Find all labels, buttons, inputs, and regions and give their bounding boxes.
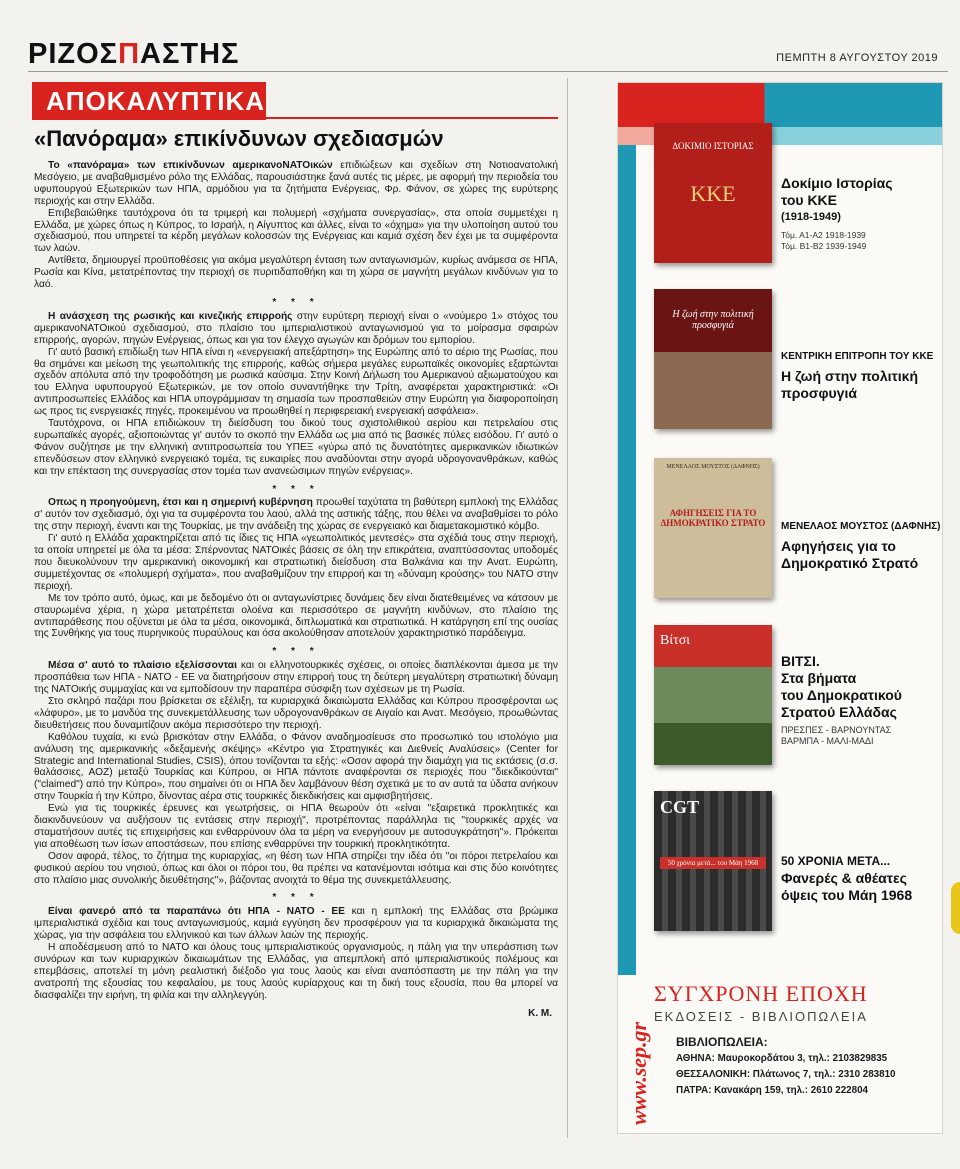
book-title: Φανερές & αθέατες — [781, 870, 907, 886]
paragraph: Με τον τρόπο αυτό, όμως, και με δεδομένο ότι οι ανταγωνίστριες δυνάμεις δεν είναι διατεθειμένες να κάτσουν με σταυρωμένα χέρια, η χώρα μετατρέπεται ολοένα και περισσότερο σε μαγνήτη κινδύνων, στο πλαίσιο της αντιπαράθεσης που οξύνεται με όλα τα μέσα, οικονομικά, διπλωματικά και στρατιωτικά. Η κατάργηση επί της ουσίας της Συνθήκης για τους πυρηνικούς πυραύλους και όσα ακολούθησαν αποτελούν χαρακτηριστικό παράδειγμα. — [34, 592, 558, 640]
book-info — [781, 351, 941, 402]
publisher-kind: ΕΚΔΟΣΕΙΣ - ΒΙΒΛΙΟΠΩΛΕΙΑ — [654, 1009, 868, 1024]
book-author: ΜΕΝΕΛΑΟΣ ΜΟΥΣΤΟΣ (ΔΑΦΝΗΣ) — [781, 521, 941, 532]
book-title: του ΚΚΕ — [781, 192, 838, 208]
paragraph: Η ανάσχεση της ρωσικής και κινεζικής επιρροής στην ευρύτερη περιοχή είναι ο «νούμερο 1» στόχος του αμερικανοΝΑΤΟικού σχεδιασμού, στο πλαίσιο του ιμπεριαλιστικού ανταγωνισμού για το μοίρασμα σφαιρών επιρροής, αγορών, πηγών Ενέργειας, όπως και για τον έλεγχο αγωγών και δρόμων του εμπορίου. — [34, 310, 558, 346]
cover-text: ΔΟΚΙΜΙΟ ΙΣΤΟΡΙΑΣ — [672, 141, 754, 151]
book-title: Αφηγήσεις για το — [781, 538, 896, 554]
store-address: ΘΕΣΣΑΛΟΝΙΚΗ: Πλάτωνος 7, τηλ.: 2310 283810 — [676, 1069, 896, 1080]
book-info — [781, 175, 941, 252]
store-address: ΠΑΤΡΑ: Κανακάρη 159, τηλ.: 2610 222804 — [676, 1085, 868, 1096]
paragraph: Μέσα σ' αυτό το πλαίσιο εξελίσσονται και οι ελληνοτουρκικές σχέσεις, οι οποίες διαπλέκονται άμεσα με την προσπάθεια των ΗΠΑ - ΝΑΤΟ - ΕΕ να διατηρήσουν στην επιρροή τους τη δεύτερη μεγαλύτερη στρατιωτική δύναμη της ΝΑΤΟικής συμμαχίας και να εμποδίσουν την παραπέρα σύσφιξη των σχέσεων με τη Ρωσία. — [34, 660, 558, 696]
paragraph: Ενώ για τις τουρκικές έρευνες και γεωτρήσεις, οι ΗΠΑ θεωρούν ότι «είναι "εξαιρετικά προκλητικές και διακινδυνεύουν να αυξήσουν τις εντάσεις στην περιοχή", προτρέποντας παράλληλα τις "τουρκικές αρχές να σταματήσουν αυτές τις επιχειρήσεις και ενθαρρύνουν όλα τα μέρη να ενεργήσουν με αυτοσυγκράτηση"». Πρόκειται για αποθέωση των ίσων αποστάσεων, που επίσης ενθαρρύνει την τουρκική προκλητικότητα. — [34, 803, 558, 850]
cover-subtitle: 50 χρόνια μετά... του Μάη 1968 — [660, 857, 766, 869]
paragraph: Γι' αυτό βασική επιδίωξη των ΗΠΑ είναι η «ενεργειακή απεξάρτηση» της Ευρώπης από το αέριο της Ρωσίας, που θα σημάνει και μείωση της γεωπολιτικής της επιρροής, καθώς σήμερα μεγάλες ευρωπαϊκές οικονομίες εξαρτώνται σχεδόν απόλυτα από την τροφοδότηση με ρωσικά καύσιμα. Στην Κοινή Δήλωση του Αμερικανού αξιωματούχου και του Ελληνα υφυπουργού Εξωτερικών, με τον οποίο συναντήθηκε την Τρίτη, αναφέρεται χαρακτηριστικά: «Οι αντιπροσωπείες Ελλάδος και ΗΠΑ υπογράμμισαν τη σημασία των προσπαθειών στην Ευρώπη για διαφοροποίηση ως προς τις ενεργειακές πηγές, προκειμένου να προωθηθεί η περιφερειακή ενεργειακή ασφάλεια». — [34, 346, 558, 418]
publisher-name: ΣΥΓΧΡΟΝΗ ΕΠΟΧΗ — [654, 981, 868, 1006]
section-divider: * * * — [272, 296, 320, 308]
publisher-url[interactable]: www.sep.gr — [626, 1021, 651, 1125]
book-info — [781, 853, 941, 904]
book-title: όψεις του Μάη 1968 — [781, 887, 913, 903]
publisher-block — [618, 975, 943, 1134]
section-divider: * * * — [272, 483, 320, 495]
cover-title: Η ζωή στην πολιτική προσφυγιά — [672, 309, 754, 331]
ad-header-band — [618, 83, 943, 127]
book-volume: Τόμ. Α1-Α2 1918-1939 — [781, 230, 866, 240]
ad-side-bar — [618, 145, 636, 975]
section-divider: * * * — [272, 646, 320, 658]
section-divider: * * * — [272, 892, 320, 904]
paragraph: Η αποδέσμευση από το ΝΑΤΟ και όλους τους ιμπεριαλιστικούς οργανισμούς, η πάλη για την υπεράσπιση των συνόρων και των κυριαρχικών δικαιωμάτων της Ελλάδας, για απεμπλοκή από ιμπεριαλιστικούς πολέμους και επεμβάσεις, αποτελεί τη μόνη ρεαλιστική διέξοδο για τους λαούς και είναι αναπόσπαστη με την πάλη για την ανατροπή της εξουσίας του κεφαλαίου, με τους λαούς κυρίαρχους και τη δική τους εξουσία, που θα μπορεί να διασφαλίζει την ειρήνη, τη φιλία και την αλληλεγγύη. — [34, 942, 558, 1001]
cover-title: CGT — [660, 797, 700, 817]
section-rule — [266, 117, 558, 119]
book-title: Η ζωή στην πολιτική — [781, 368, 919, 384]
author-initials: Κ. Μ. — [528, 1007, 552, 1019]
issue-date: ΠΕΜΠΤΗ 8 ΑΥΓΟΥΣΤΟΥ 2019 — [776, 52, 938, 64]
paragraph: Αντίθετα, δημιουργεί προϋποθέσεις για ακόμα μεγαλύτερη ένταση των ανταγωνισμών, κυρίως ανάμεσα σε ΗΠΑ, Ρωσία και Κίνα, μετατρέποντας την περιοχή σε πυριτιδαποθήκη και τη χώρα σε μαγνήτη μεγάλων κινδύνων για το λαό. — [34, 255, 558, 291]
book-title: προσφυγιά — [781, 385, 857, 401]
book-cover-may-1968 — [654, 791, 772, 931]
newspaper-logo: ΡΙΖΟΣΠΑΣΤΗΣ — [28, 38, 240, 70]
column-rule — [567, 78, 568, 1138]
cover-title: ΚΚΕ — [690, 181, 736, 206]
book-advertisement — [617, 82, 943, 1134]
book-author: ΚΕΝΤΡΙΚΗ ΕΠΙΤΡΟΠΗ ΤΟΥ ΚΚΕ — [781, 351, 934, 362]
book-subtitle: ΒΑΡΜΠΑ - ΜΑΛΙ-ΜΑΔΙ — [781, 736, 874, 746]
paragraph: Καθόλου τυχαία, κι ενώ βρισκόταν στην Ελλάδα, ο Φάνον αναδημοσίευσε στο προσωπικό του ιστολόγιο μια ανάλυση της αμερικανικής «δεξαμενής σκέψης» «Κέντρο για Στρατηγικές και Διεθνείς Αναλύσεις» (Center for Strategic and International Studies, CSIS), όπου τονίζονται τα εξής: «Οσον αφορά την διαμάχη για τις εκτάσεις (σ.σ. θαλάσσιες, ΑΟΖ) μεταξύ Τουρκίας και Κύπρου, οι ΗΠΑ πάντοτε αναφέρονται σε περιοχές που "διεκδικούνται" ("claimed") από την Κύπρο», που σημαίνει ότι οι ΗΠΑ δεν λαμβάνουν θέση σχετικά με το αν αυτά τα ύδατα ανήκουν στην Τουρκία ή την Κύπρο, δίνοντας αέρα στις τουρκικές διεκδικήσεις και αμφισβητήσεις. — [34, 731, 558, 803]
paragraph: Οσον αφορά, τέλος, το ζήτημα της κυριαρχίας, «η θέση των ΗΠΑ στηρίζει την ιδέα ότι "οι πόροι πετρελαίου και φυσικού αερίου του νησιού, όπως και όλοι οι πόροι του, θα πρέπει να κατανέμονται ισότιμα και στις δύο κοινότητες στο πλαίσιο μιας συνολικής διευθέτησης"», βάζοντας ανοιχτά το θέμα της συνεκμετάλλευσης. — [34, 850, 558, 886]
book-title: Δοκίμιο Ιστορίας — [781, 175, 893, 191]
paragraph: Επιβεβαιώθηκε ταυτόχρονα ότι τα τριμερή και πολυμερή «σχήματα συνεργασίας», στα οποία συμμετέχει η Ελλάδα, με χώρες όπως η Κύπρος, το Ισραήλ, η Αίγυπτος και άλλες, είναι το «όχημα» για την υλοποίηση αυτού του σχεδιασμού, που υπηρετεί τα κέρδη μεγάλων κολοσσών της Ενέργειας και καμιά σχέση δεν έχει με τα συμφέροντα των λαών. — [34, 207, 558, 255]
paragraph: Το «πανόραμα» των επικίνδυνων αμερικανοΝΑΤΟικών επιδιώξεων και σχεδίων στη Νοτιοανατολική Μεσόγειο, με αναβαθμισμένο ρόλο της Ελλάδας, παρουσιάστηκε ξανά αυτές τις μέρες, με αφορμή την περιοδεία του υφυπουργού Εξωτερικών των ΗΠΑ, αρμόδιου για τα ζητήματα Ενέργειας, Φρ. Φάνον, σε χώρες της ευρύτερης περιοχής και στην Ελλάδα. — [34, 160, 558, 207]
book-info — [781, 653, 941, 747]
book-info — [781, 521, 941, 572]
cover-author: ΜΕΝΕΛΑΟΣ ΜΟΥΣΤΟΣ (ΔΑΦΝΗΣ) — [666, 464, 760, 470]
paragraph: Στο σκληρό παζάρι που βρίσκεται σε εξέλιξη, τα κυριαρχικά δικαιώματα Ελλάδας και Κύπρου προσφέρονται ως «λάφυρο», με το μανδύα της συνεκμετάλλευσης των υδρογονανθράκων σε Αιγαίο και Ανατ. Μεσόγειο, προωθώντας διευθετήσεις που δυναμιτίζουν ακόμα περισσότερο την περιοχή. — [34, 695, 558, 731]
cover-title: ΑΦΗΓΗΣΕΙΣ ΓΙΑ ΤΟ ΔΗΜΟΚΡΑΤΙΚΟ ΣΤΡΑΤΟ — [660, 508, 766, 528]
store-address: ΑΘΗΝΑ: Μαυροκορδάτου 3, τηλ.: 2103829835 — [676, 1053, 888, 1064]
cover-title: Βίτσι — [660, 633, 691, 648]
book-cover-political-refugees — [654, 289, 772, 429]
book-title: Στα βήματα — [781, 670, 857, 686]
book-years: (1918-1949) — [781, 211, 841, 223]
book-cover-vitsi — [654, 625, 772, 765]
book-title: του Δημοκρατικού — [781, 687, 902, 703]
article-headline: «Πανόραμα» επικίνδυνων σχεδιασμών — [34, 126, 444, 151]
paragraph: Γι' αυτό η Ελλάδα χαρακτηρίζεται από τις ίδιες τις ΗΠΑ «γεωπολιτικός μεντεσές» στα σχέδιά τους στην περιοχή, τα οποία υπηρετεί με όλα τα μέσα: Σπέρνοντας ΝΑΤΟικές βάσεις σε όλη την επικράτεια, αναπτύσσοντας υποδομές που διευκολύνουν την αμερικανική οικονομική και στρατιωτική διείσδυση στα Βαλκάνια και την Ανατ. Ευρώπη, συμμετέχοντας σε «πολυμερή σχήματα», που αναβαθμίζουν την επιρροή και τη «δύναμη κρούσης» του ΝΑΤΟ στην περιοχή. — [34, 533, 558, 592]
page-edge-marker — [951, 882, 960, 934]
book-volume: Τόμ. Β1-Β2 1939-1949 — [781, 241, 867, 251]
masthead — [28, 38, 948, 72]
book-title: Στρατού Ελλάδας — [781, 704, 897, 720]
section-label: ΑΠΟΚΑΛΥΠΤΙΚΑ — [32, 82, 266, 120]
article-body — [34, 160, 558, 1120]
stores-heading: ΒΙΒΛΙΟΠΩΛΕΙΑ: — [676, 1035, 768, 1049]
book-title: Δημοκρατικό Στρατό — [781, 555, 919, 571]
paragraph: Ταυτόχρονα, οι ΗΠΑ επιδιώκουν τη διείσδυση του δικού τους σχιστολιθικού αερίου και πετρελαίου στις ευρωπαϊκές αγορές, αξιοποιώντας γι' αυτόν το σκοπό την Ελλάδα ως μια από τις βασικές πύλες εισόδου. Γι' αυτό ο Φάνον συζήτησε με την ελληνική αντιπροσωπεία του ΥΠΕΞ «γύρω από τις δυνατότητες αμερικανικών ιδιωτικών επενδύσεων στον ελληνικό ενεργειακό τομέα, τις ευκαιρίες που αναδύονται στην αγορά υδρογονανθράκων, καθώς και την επέκταση της συνεργασίας στον τομέα των ανανεώσιμων πηγών ενέργειας». — [34, 418, 558, 477]
paragraph: Είναι φανερό από τα παραπάνω ότι ΗΠΑ - ΝΑΤΟ - ΕΕ και η εμπλοκή της Ελλάδας στα βρώμικα ιμπεριαλιστικά σχέδια και τους ανταγωνισμούς, καμιά εγγύηση δεν προσφέρουν για τα κυριαρχικά δικαιώματα της χώρας, για την ασφάλεια του ελληνικού και των άλλων λαών της περιοχής. — [34, 906, 558, 942]
book-title: 50 ΧΡΟΝΙΑ ΜΕΤΑ... — [781, 854, 891, 868]
book-cover-democratic-army-narratives — [654, 458, 772, 598]
paragraph: Οπως η προηγούμενη, έτσι και η σημερινή κυβέρνηση προωθεί ταχύτατα τη βαθύτερη εμπλοκή της Ελλάδας σ' αυτόν τον σχεδιασμό, όχι για τα συμφέροντα του λαού, αλλά της αστικής τάξης, που θέλει να αναβαθμίσει το ρόλο της στην περιοχή, έναντι και της Τουρκίας, με την ανάδειξη της χώρας σε ενεργειακό και διαμετακομιστικό κόμβο. — [34, 497, 558, 533]
book-title: ΒΙΤΣΙ. — [781, 653, 820, 669]
book-cover-kke-history — [654, 123, 772, 263]
book-subtitle: ΠΡΕΣΠΕΣ - ΒΑΡΝΟΥΝΤΑΣ — [781, 725, 892, 735]
